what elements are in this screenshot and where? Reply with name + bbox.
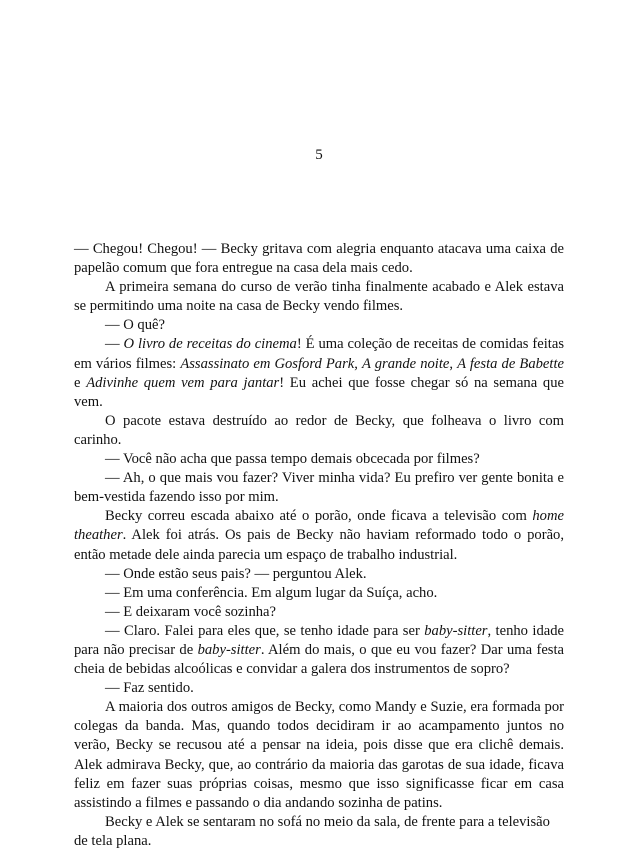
italic-title: baby-sitter [424,622,488,639]
italic-title: A festa de Babette [457,355,564,372]
paragraph [74,565,564,584]
paragraph [74,603,564,622]
text-segment: Becky e Alek se sentaram no sofá no meio da sala, de frente para a televisão de tela plana. [74,813,550,849]
paragraph [74,698,564,813]
text-segment: — O quê? [105,317,165,334]
text-segment: O pacote estava destruído ao redor de Becky, que folheava o livro com carinho. [74,412,564,448]
text-segment: — Você não acha que passa tempo demais obcecada por filmes? [105,451,480,468]
italic-title: Adivinhe quem vem para jantar [86,374,280,391]
text-segment: — Ah, o que mais vou fazer? Viver minha vida? Eu prefiro ver gente bonita e bem-vestida fazendo isso por mim. [74,470,564,506]
text-segment: , tenho idade para não precisar de [74,622,564,658]
italic-title: O livro de receitas do cinema [123,336,297,353]
paragraph [74,278,564,316]
paragraph [74,240,564,278]
paragraph [74,507,564,564]
italic-title: A grande noite [362,355,450,372]
text-segment: A primeira semana do curso de verão tinha finalmente acabado e Alek estava se permitindo uma noite na casa de Becky vendo filmes. [74,279,564,315]
paragraph [74,412,564,450]
text-segment: — Onde estão seus pais? — perguntou Alek. [105,565,367,582]
text-segment: . Além do mais, o que eu vou fazer? Dar uma festa cheia de bebidas alcoólicas e convidar a galera dos instrumentos de sopro? [74,641,565,678]
italic-title: Assassinato em Gosford Park [180,355,355,372]
text-segment: — Faz sentido. [105,680,194,697]
text-segment: ! Eu achei que fosse chegar só na semana que vem. [74,374,564,410]
text-segment: — Em uma conferência. Em algum lugar da Suíça, acho. [105,584,438,601]
paragraph [74,450,564,469]
italic-title: baby-sitter [197,641,261,658]
paragraph [74,316,564,335]
text-segment: . Alek foi atrás. Os pais de Becky não haviam reformado todo o porão, então metade dele ainda parecia um espaço de trabalho industrial. [74,527,564,563]
italic-title: home theather [74,508,564,544]
text-segment: Becky correu escada abaixo até o porão, onde ficava a televisão com [105,508,533,525]
paragraph [74,584,564,603]
text-segment: , [449,355,458,372]
text-segment: — Chegou! Chegou! — Becky gritava com alegria enquanto atacava uma caixa de papelão comum que fora entregue na casa dela mais cedo. [74,241,564,277]
text-segment: — [105,336,124,353]
paragraph [74,335,564,411]
body-text [74,240,564,851]
paragraph [74,469,564,507]
text-segment: — E deixaram você sozinha? [105,603,276,620]
text-segment: A maioria dos outros amigos de Becky, como Mandy e Suzie, era formada por colegas da banda. Mas, quando todos decidiram ir ao acampamento juntos no verão, Becky se recusou até a pensar na ideia, pois disse que era clichê demais. Alek admirava Becky, que, ao contrário da maioria das garotas de sua idade, ficava feliz em fazer suas próprias coisas, mesmo que isso significasse ficar em casa assistindo a filmes e passando o dia andando sozinha de patins. [74,699,564,811]
paragraph [74,622,564,679]
paragraph [74,813,564,851]
paragraph [74,679,564,698]
text-segment: — Claro. Falei para eles que, se tenho idade para ser [105,622,425,639]
page-number: 5 [315,147,323,163]
text-segment: e [74,374,87,391]
text-segment: ! É uma coleção de receitas de comidas feitas em vários filmes: [74,336,564,372]
text-segment: , [354,355,362,372]
